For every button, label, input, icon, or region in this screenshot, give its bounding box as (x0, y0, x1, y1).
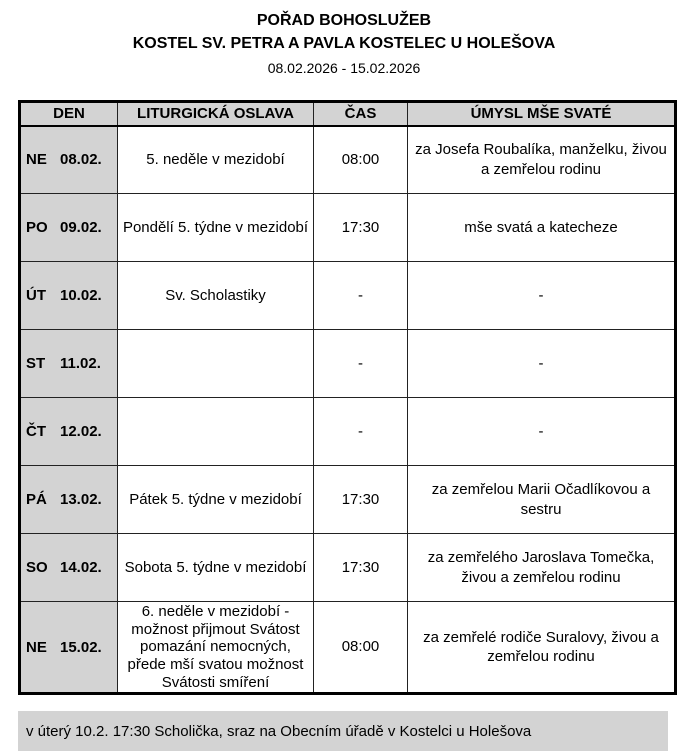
table-header-row (20, 102, 676, 126)
time-cell: 17:30 (314, 466, 408, 534)
time-cell: - (314, 330, 408, 398)
intention-cell: za zemřelého Jaroslava Tomečka, živou a zemřelou rodinu (408, 534, 676, 602)
service-schedule-table (18, 100, 677, 695)
day-cell (20, 466, 118, 534)
intention-cell: za zemřelou Marii Očadlíkovou a sestru (408, 466, 676, 534)
time-cell: 08:00 (314, 126, 408, 194)
day-abbr: ÚT (26, 287, 46, 304)
day-date: 10.02. (60, 287, 102, 304)
column-header-intention: ÚMYSL MŠE SVATÉ (408, 102, 676, 126)
liturgy-cell: Sobota 5. týdne v mezidobí (118, 534, 314, 602)
day-date: 15.02. (60, 638, 102, 656)
liturgy-cell: Pondělí 5. týdne v mezidobí (118, 194, 314, 262)
day-date: 14.02. (60, 559, 102, 576)
day-cell (20, 262, 118, 330)
day-cell (20, 398, 118, 466)
time-cell: 17:30 (314, 534, 408, 602)
page-header (0, 0, 688, 76)
table-row (20, 126, 676, 194)
day-date: 12.02. (60, 423, 102, 440)
liturgy-cell (118, 330, 314, 398)
table-row (20, 466, 676, 534)
day-date: 11.02. (60, 355, 101, 372)
day-abbr: SO (26, 559, 48, 576)
table-row (20, 602, 676, 694)
time-cell: - (314, 262, 408, 330)
liturgy-cell: Pátek 5. týdne v mezidobí (118, 466, 314, 534)
table-row (20, 398, 676, 466)
table-row (20, 194, 676, 262)
date-range: 08.02.2026 - 15.02.2026 (267, 60, 421, 76)
intention-cell: - (408, 262, 676, 330)
page-subtitle: KOSTEL SV. PETRA A PAVLA KOSTELEC U HOLEŠOVA (132, 35, 556, 52)
liturgy-cell: 5. neděle v mezidobí (118, 126, 314, 194)
day-date: 13.02. (60, 491, 102, 508)
page-title: POŘAD BOHOSLUŽEB (256, 12, 432, 29)
day-date: 09.02. (60, 219, 102, 236)
day-abbr: NE (26, 638, 47, 656)
intention-cell: - (408, 398, 676, 466)
column-header-day: DEN (20, 102, 118, 126)
day-abbr: PÁ (26, 491, 47, 508)
intention-cell: - (408, 330, 676, 398)
time-cell: 08:00 (314, 602, 408, 694)
table-row (20, 262, 676, 330)
liturgy-cell (118, 398, 314, 466)
footer-note-text: v úterý 10.2. 17:30 Scholička, sraz na Obecním úřadě v Kostelci u Holešova (26, 722, 532, 740)
day-cell (20, 534, 118, 602)
table-row (20, 330, 676, 398)
footer-note (18, 711, 668, 751)
liturgy-cell: 6. neděle v mezidobí - možnost přijmout Svátost pomazání nemocných, přede mší svatou možnost Svátosti smíření (118, 602, 314, 694)
intention-cell: za zemřelé rodiče Suralovy, živou a zemřelou rodinu (408, 602, 676, 694)
day-abbr: NE (26, 151, 47, 169)
day-cell (20, 602, 118, 694)
liturgy-cell: Sv. Scholastiky (118, 262, 314, 330)
day-cell (20, 126, 118, 194)
column-header-time: ČAS (314, 102, 408, 126)
day-abbr: ST (26, 355, 46, 372)
day-cell (20, 330, 118, 398)
intention-cell: mše svatá a katecheze (408, 194, 676, 262)
day-abbr: PO (26, 219, 48, 236)
time-cell: - (314, 398, 408, 466)
column-header-liturgy: LITURGICKÁ OSLAVA (118, 102, 314, 126)
day-abbr: ČT (26, 423, 46, 440)
day-date: 08.02. (60, 151, 102, 169)
time-cell: 17:30 (314, 194, 408, 262)
intention-cell: za Josefa Roubalíka, manželku, živou a zemřelou rodinu (408, 126, 676, 194)
table-row (20, 534, 676, 602)
day-cell (20, 194, 118, 262)
